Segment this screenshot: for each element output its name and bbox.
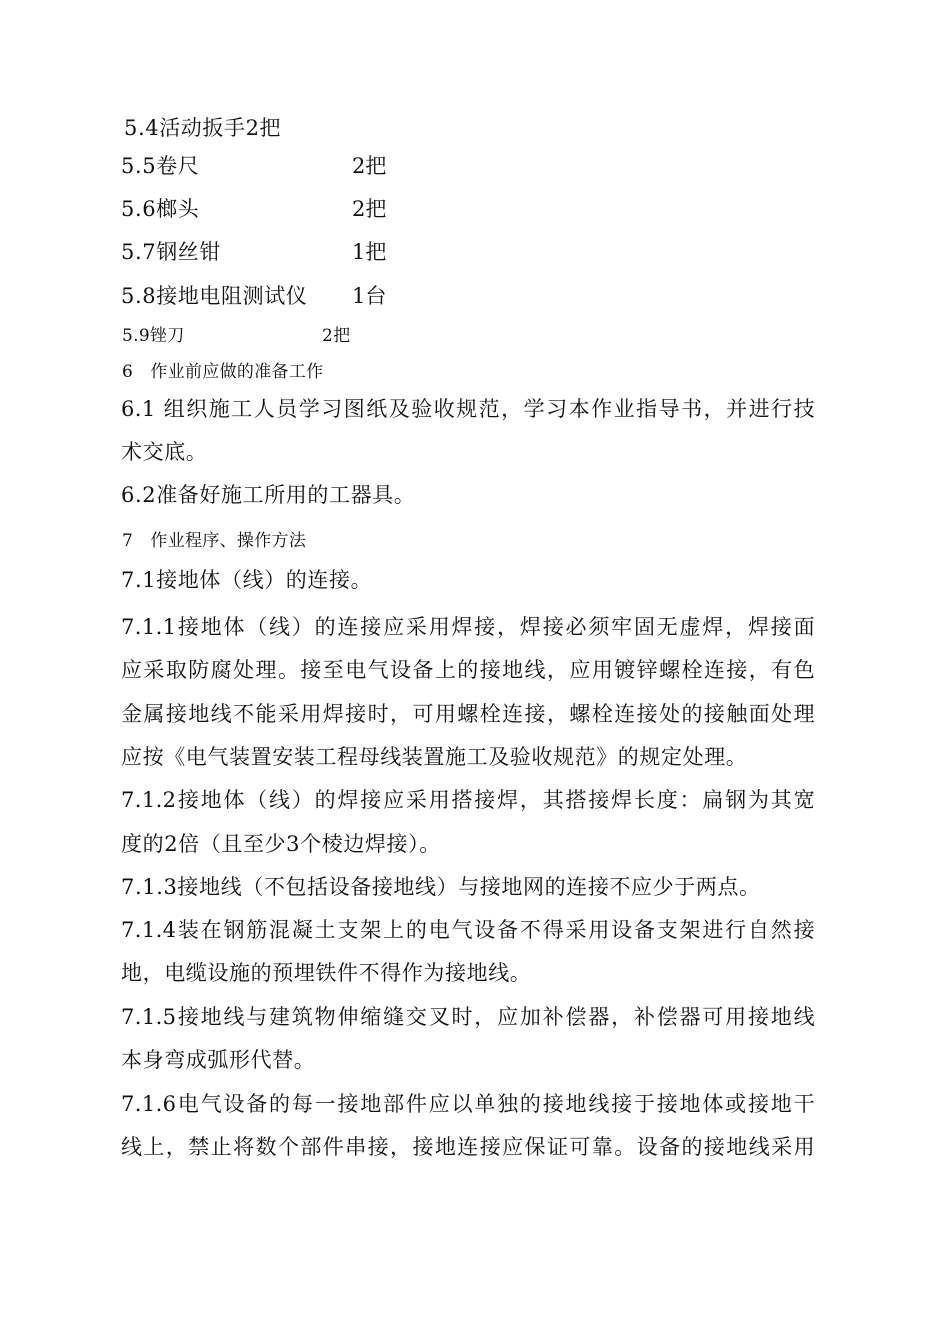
section-7-1-6-line-2: 线上，禁止将数个部件串接，接地连接应保证可靠。设备的接地线采用 [121, 1135, 815, 1159]
section-7-1-4-line-2: 地，电缆设施的预埋铁件不得作为接地线。 [121, 961, 532, 985]
tool-item-file: 5.9锉刀 [122, 326, 185, 346]
tool-item-wrench: 5.4活动扳手2把 [124, 116, 282, 140]
tool-qty-hammer: 2把 [352, 197, 387, 221]
section-6-1-line-1: 6.1 组织施工人员学习图纸及验收规范，学习本作业指导书，并进行技 [121, 397, 815, 421]
section-6-2: 6.2准备好施工所用的工器具。 [121, 483, 416, 507]
section-7-1-5-line-1: 7.1.5接地线与建筑物伸缩缝交叉时，应加补偿器，补偿器可用接地线 [121, 1005, 815, 1029]
tool-qty-file: 2把 [322, 326, 351, 346]
tool-item-hammer: 5.6榔头 [121, 197, 200, 221]
tool-qty-pliers: 1把 [352, 240, 387, 264]
section-7-1-3: 7.1.3接地线（不包括设备接地线）与接地网的连接不应少于两点。 [121, 875, 761, 899]
section-7-1-1-line-4: 应按《电气装置安装工程母线装置施工及验收规范》的规定处理。 [121, 745, 748, 769]
tool-qty-tape-measure: 2把 [352, 154, 387, 178]
section-7-1-1-line-1: 7.1.1接地体（线）的连接应采用焊接，焊接必须牢固无虚焊，焊接面 [121, 615, 815, 639]
section-7-1-1-line-2: 应采取防腐处理。接至电气设备上的接地线，应用镀锌螺栓连接，有色 [121, 658, 815, 682]
tool-item-tape-measure: 5.5卷尺 [121, 154, 200, 178]
section-7-1-2-line-2: 度的2倍（且至少3个棱边焊接）。 [121, 832, 441, 856]
tool-qty-ground-tester: 1台 [352, 284, 387, 308]
section-7-heading: 7 作业程序、操作方法 [122, 531, 307, 551]
section-6-heading: 6 作业前应做的准备工作 [122, 362, 324, 382]
section-7-1: 7.1接地体（线）的连接。 [121, 568, 373, 592]
section-7-1-6-line-1: 7.1.6电气设备的每一接地部件应以单独的接地线接于接地体或接地干 [121, 1092, 815, 1116]
section-7-1-5-line-2: 本身弯成弧形代替。 [121, 1048, 316, 1072]
tool-item-ground-tester: 5.8接地电阻测试仪 [121, 284, 308, 308]
section-7-1-4-line-1: 7.1.4装在钢筋混凝土支架上的电气设备不得采用设备支架进行自然接 [121, 918, 815, 942]
tool-item-pliers: 5.7钢丝钳 [121, 240, 221, 264]
section-7-1-2-line-1: 7.1.2接地体（线）的焊接应采用搭接焊，其搭接焊长度：扁钢为其宽 [121, 788, 815, 812]
section-6-1-line-2: 术交底。 [121, 440, 208, 464]
section-7-1-1-line-3: 金属接地线不能采用焊接时，可用螺栓连接，螺栓连接处的接触面处理 [121, 702, 815, 726]
